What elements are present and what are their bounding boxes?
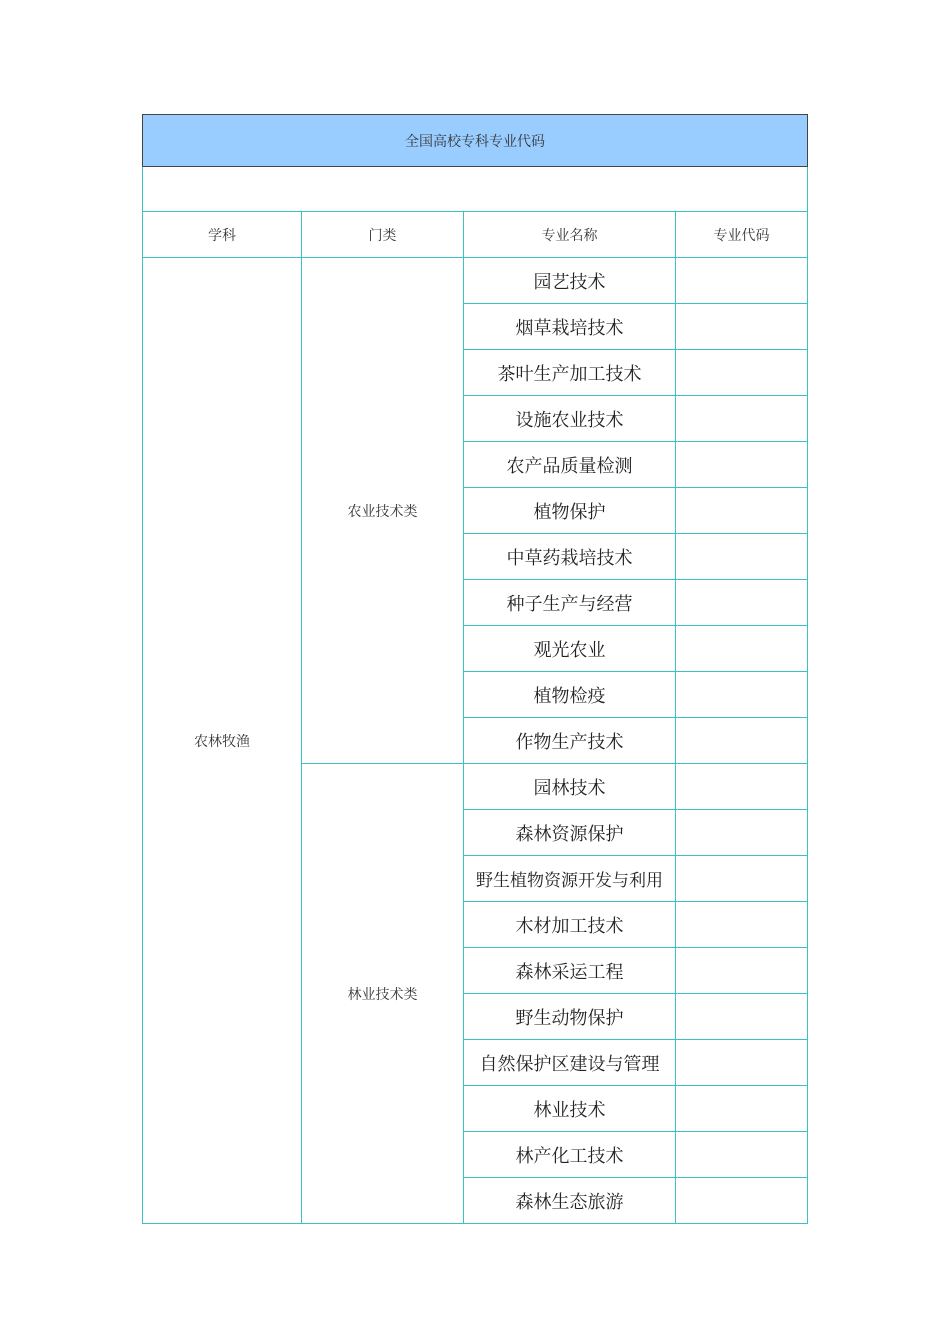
major-name-cell: 中草药栽培技术 [464,534,676,580]
major-code-cell [676,902,808,948]
major-name-cell: 森林资源保护 [464,810,676,856]
major-name-cell: 林产化工技术 [464,1132,676,1178]
major-code-cell [676,1178,808,1224]
major-code-cell [676,534,808,580]
major-code-cell [676,488,808,534]
major-name-cell: 木材加工技术 [464,902,676,948]
header-major-name: 专业名称 [464,212,676,258]
major-code-cell [676,856,808,902]
major-name-cell: 野生植物资源开发与利用 [464,856,676,902]
major-name-cell: 野生动物保护 [464,994,676,1040]
major-code-cell [676,994,808,1040]
major-code-cell [676,396,808,442]
header-category: 门类 [302,212,464,258]
blank-cell [143,167,808,212]
major-code-cell [676,258,808,304]
category-cell: 农业技术类 [302,258,464,764]
header-major-code: 专业代码 [676,212,808,258]
major-name-cell: 园林技术 [464,764,676,810]
major-name-cell: 林业技术 [464,1086,676,1132]
major-code-cell [676,948,808,994]
major-name-cell: 作物生产技术 [464,718,676,764]
major-name-cell: 种子生产与经营 [464,580,676,626]
major-name-cell: 设施农业技术 [464,396,676,442]
major-code-cell [676,718,808,764]
category-cell: 林业技术类 [302,764,464,1224]
major-name-cell: 茶叶生产加工技术 [464,350,676,396]
header-row [143,212,808,258]
blank-row [143,167,808,212]
major-code-cell [676,626,808,672]
major-code-table [142,114,808,1224]
major-name-cell: 园艺技术 [464,258,676,304]
major-name-cell: 烟草栽培技术 [464,304,676,350]
major-code-cell [676,810,808,856]
major-code-cell [676,304,808,350]
table-title: 全国高校专科专业代码 [143,115,808,167]
major-code-cell [676,1086,808,1132]
major-name-cell: 农产品质量检测 [464,442,676,488]
major-name-cell: 自然保护区建设与管理 [464,1040,676,1086]
major-name-cell: 植物检疫 [464,672,676,718]
major-name-cell: 森林生态旅游 [464,1178,676,1224]
title-row [143,115,808,167]
major-code-cell [676,672,808,718]
major-code-cell [676,1040,808,1086]
table-row [143,258,808,304]
major-code-cell [676,442,808,488]
major-code-cell [676,580,808,626]
major-code-cell [676,764,808,810]
major-name-cell: 植物保护 [464,488,676,534]
header-discipline: 学科 [143,212,302,258]
major-code-cell [676,1132,808,1178]
major-name-cell: 观光农业 [464,626,676,672]
major-name-cell: 森林采运工程 [464,948,676,994]
major-code-cell [676,350,808,396]
discipline-cell: 农林牧渔 [143,258,302,1224]
